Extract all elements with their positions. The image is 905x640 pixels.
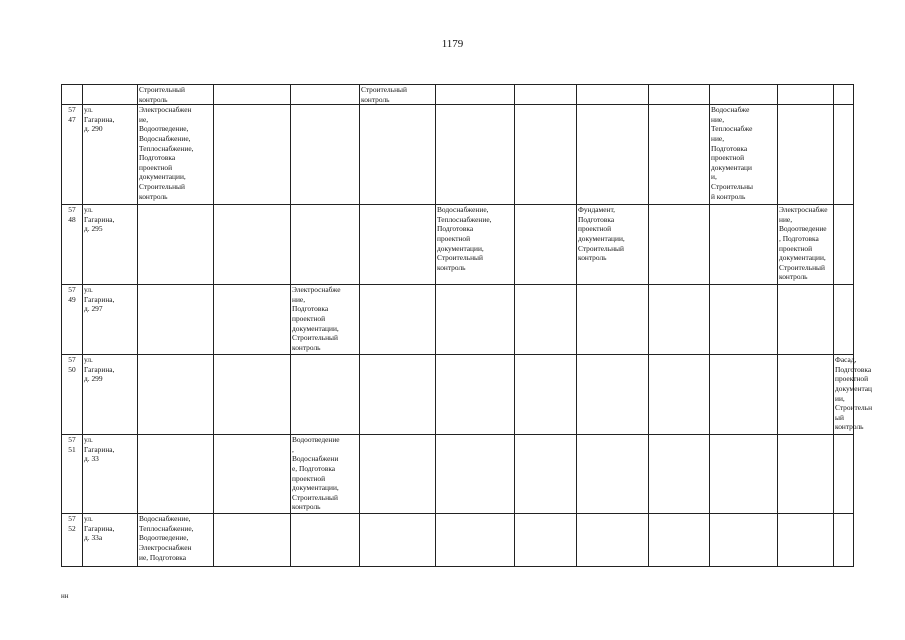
work-type-cell: Водоснабжение, Теплоснабжение, Подготовка проектной документации, Строительный контроль <box>436 205 515 285</box>
work-type-cell: Фасад, Подготовка проектной документац ии, Строительн ый контроль <box>834 355 854 435</box>
address-cell: ул. Гагарина, д. 299 <box>83 355 138 435</box>
work-type-cell <box>649 105 710 205</box>
work-type-cell <box>577 514 649 567</box>
work-type-cell <box>138 355 214 435</box>
work-type-cell <box>649 355 710 435</box>
table-row <box>62 514 854 567</box>
row-number-cell: 57 51 <box>62 435 83 514</box>
work-type-cell <box>436 285 515 355</box>
work-type-cell <box>577 355 649 435</box>
work-type-cell: Электроснабже ние, Подготовка проектной документации, Строительный контроль <box>291 285 360 355</box>
work-type-cell <box>778 514 834 567</box>
work-type-cell <box>515 85 577 105</box>
work-type-cell: Водоснабже ние, Теплоснабже ние, Подготовка проектной документаци и, Строительны й контроль <box>710 105 778 205</box>
address-cell <box>83 85 138 105</box>
work-type-cell <box>778 285 834 355</box>
work-type-cell <box>138 285 214 355</box>
work-schedule-table <box>61 84 873 567</box>
work-type-cell <box>515 285 577 355</box>
work-type-cell <box>436 85 515 105</box>
work-type-cell <box>214 85 291 105</box>
work-type-cell <box>515 514 577 567</box>
work-type-cell <box>291 105 360 205</box>
work-type-cell <box>360 205 436 285</box>
work-type-cell <box>649 205 710 285</box>
page-number: 1179 <box>441 38 464 50</box>
work-type-cell <box>214 435 291 514</box>
address-cell: ул. Гагарина, д. 297 <box>83 285 138 355</box>
table-row <box>62 355 854 435</box>
work-type-cell <box>649 514 710 567</box>
address-cell: ул. Гагарина, д. 290 <box>83 105 138 205</box>
work-type-cell <box>360 435 436 514</box>
work-type-cell: Водоснабжение, Теплоснабжение, Водоотведение, Электроснабжен ие, Подготовка <box>138 514 214 567</box>
work-type-cell <box>778 85 834 105</box>
row-number-cell: 57 47 <box>62 105 83 205</box>
work-type-cell <box>436 355 515 435</box>
work-type-cell <box>834 85 854 105</box>
address-cell: ул. Гагарина, д. 33 <box>83 435 138 514</box>
work-type-cell: Фундамент, Подготовка проектной документации, Строительный контроль <box>577 205 649 285</box>
work-type-cell <box>291 85 360 105</box>
work-type-cell <box>360 514 436 567</box>
table-row <box>62 105 854 205</box>
work-type-cell <box>577 285 649 355</box>
work-type-cell <box>778 105 834 205</box>
work-type-cell <box>649 285 710 355</box>
work-type-cell <box>710 85 778 105</box>
work-type-cell <box>834 514 854 567</box>
work-type-cell <box>138 205 214 285</box>
work-type-cell <box>138 435 214 514</box>
row-number-cell: 57 52 <box>62 514 83 567</box>
work-type-cell <box>577 435 649 514</box>
work-type-cell <box>214 285 291 355</box>
work-type-cell <box>834 435 854 514</box>
work-type-cell <box>214 105 291 205</box>
work-type-cell <box>436 105 515 205</box>
work-type-cell <box>649 85 710 105</box>
work-type-cell <box>360 355 436 435</box>
work-type-cell <box>577 85 649 105</box>
work-type-cell <box>577 105 649 205</box>
address-cell: ул. Гагарина, д. 295 <box>83 205 138 285</box>
work-type-cell <box>360 105 436 205</box>
work-type-cell <box>778 435 834 514</box>
work-type-cell <box>710 285 778 355</box>
table-row <box>62 435 854 514</box>
work-type-cell <box>710 205 778 285</box>
work-type-cell <box>436 514 515 567</box>
work-type-cell: Строительный контроль <box>360 85 436 105</box>
work-type-cell: Электроснабжен ие, Водоотведение, Водоснабжение, Теплоснабжение, Подготовка проектной документации, Строительный контроль <box>138 105 214 205</box>
work-type-cell <box>291 205 360 285</box>
work-type-cell: Строительный контроль <box>138 85 214 105</box>
work-type-cell <box>834 205 854 285</box>
work-type-cell <box>515 105 577 205</box>
work-type-cell <box>834 285 854 355</box>
table-row <box>62 285 854 355</box>
address-cell: ул. Гагарина, д. 33а <box>83 514 138 567</box>
work-type-cell <box>515 355 577 435</box>
row-number-cell <box>62 85 83 105</box>
work-type-cell <box>214 355 291 435</box>
table-row <box>62 205 854 285</box>
work-type-cell <box>710 355 778 435</box>
table-row <box>62 85 854 105</box>
row-number-cell: 57 49 <box>62 285 83 355</box>
work-type-cell <box>834 105 854 205</box>
work-type-cell <box>291 355 360 435</box>
row-number-cell: 57 50 <box>62 355 83 435</box>
work-type-cell <box>214 205 291 285</box>
work-type-cell <box>515 435 577 514</box>
row-number-cell: 57 48 <box>62 205 83 285</box>
work-type-cell <box>436 435 515 514</box>
work-type-cell: Электроснабже ние, Водоотведение , Подготовка проектной документации, Строительный контроль <box>778 205 834 285</box>
work-type-cell <box>360 285 436 355</box>
work-type-cell <box>515 205 577 285</box>
work-type-cell <box>778 355 834 435</box>
work-type-cell <box>649 435 710 514</box>
work-type-cell <box>291 514 360 567</box>
work-type-cell <box>214 514 291 567</box>
work-type-cell: Водоотведение , Водоснабжени е, Подготовка проектной документации, Строительный контроль <box>291 435 360 514</box>
footer-mark: нн <box>61 592 69 600</box>
work-type-cell <box>710 435 778 514</box>
work-type-cell <box>710 514 778 567</box>
